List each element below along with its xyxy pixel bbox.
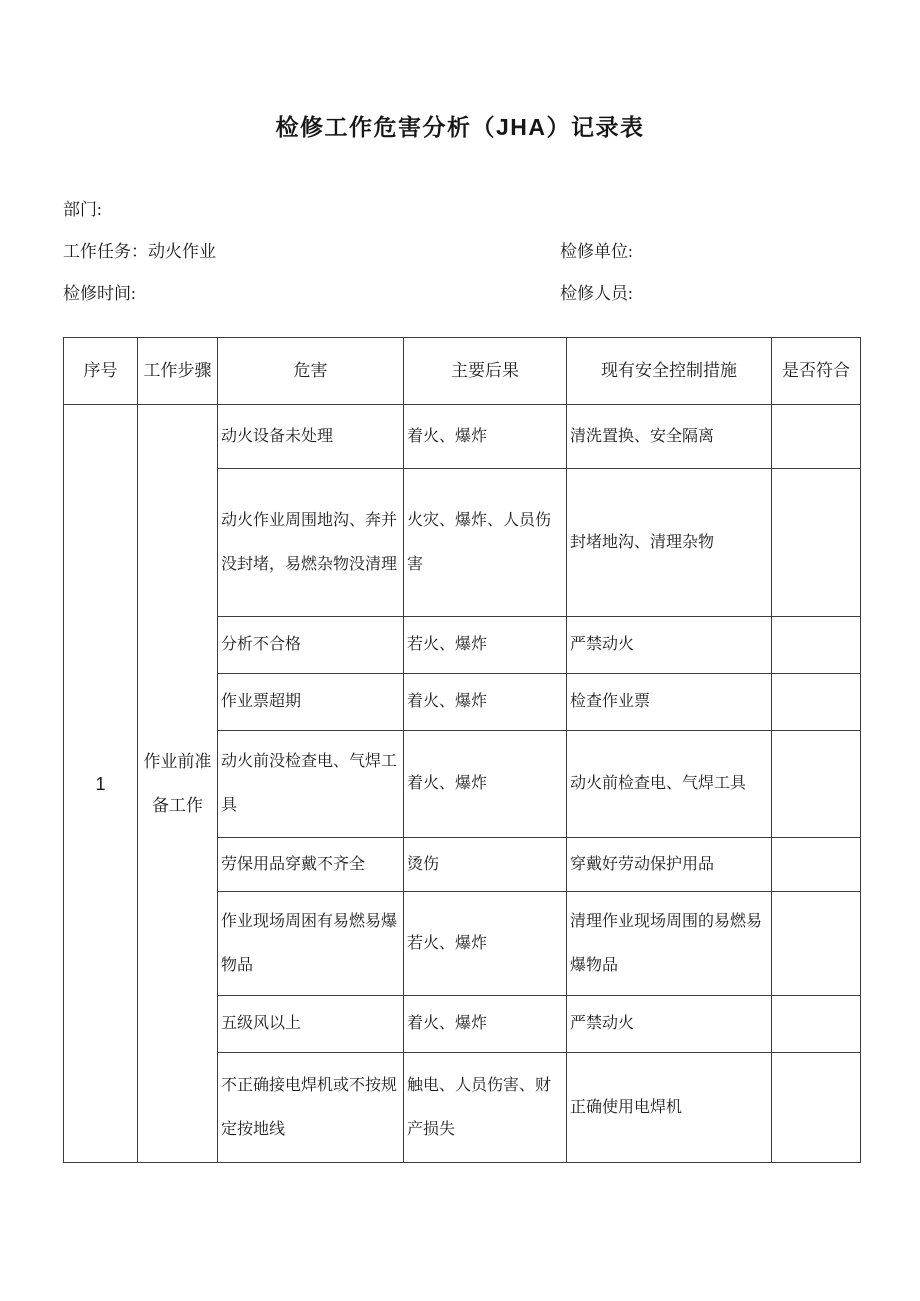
consequence-cell: 烫伤 <box>404 838 567 892</box>
field-work-task: 工作任务：动火作业 <box>63 242 216 261</box>
header-row <box>64 338 861 405</box>
col-header-consequence: 主要后果 <box>404 338 567 405</box>
hazard-cell: 分析不合格 <box>218 617 404 674</box>
jha-table <box>63 337 861 1163</box>
consequence-cell: 着火、爆炸 <box>404 405 567 469</box>
consequence-cell: 触电、人员伤害、财产损失 <box>404 1053 567 1163</box>
consequence-cell: 着火、爆炸 <box>404 674 567 731</box>
control-cell: 严禁动火 <box>567 996 772 1053</box>
table-row <box>64 405 861 469</box>
control-cell: 动火前检查电、气焊工具 <box>567 731 772 838</box>
compliance-cell <box>772 996 861 1053</box>
consequence-cell: 着火、爆炸 <box>404 731 567 838</box>
field-maintenance-time: 检修时间: <box>63 284 136 303</box>
compliance-cell <box>772 838 861 892</box>
compliance-cell <box>772 469 861 617</box>
consequence-cell: 着火、爆炸 <box>404 996 567 1053</box>
compliance-cell <box>772 892 861 996</box>
control-cell: 清理作业现场周围的易燃易爆物品 <box>567 892 772 996</box>
field-maintenance-unit: 检修单位: <box>560 242 633 261</box>
consequence-cell: 若火、爆炸 <box>404 892 567 996</box>
col-header-seq: 序号 <box>64 338 138 405</box>
control-cell: 清洗置换、安全隔离 <box>567 405 772 469</box>
control-cell: 封堵地沟、清理杂物 <box>567 469 772 617</box>
compliance-cell <box>772 617 861 674</box>
compliance-cell <box>772 1053 861 1163</box>
hazard-cell: 五级风以上 <box>218 996 404 1053</box>
consequence-cell: 若火、爆炸 <box>404 617 567 674</box>
field-maintenance-personnel: 检修人员: <box>560 284 633 303</box>
field-department: 部门: <box>63 200 102 219</box>
hazard-cell: 作业现场周困有易燃易爆物品 <box>218 892 404 996</box>
hazard-cell: 劳保用品穿戴不齐全 <box>218 838 404 892</box>
col-header-compliant: 是否符合 <box>772 338 861 405</box>
col-header-hazard: 危害 <box>218 338 404 405</box>
hazard-cell: 作业票超期 <box>218 674 404 731</box>
compliance-cell <box>772 674 861 731</box>
compliance-cell <box>772 731 861 838</box>
control-cell: 穿戴好劳动保护用品 <box>567 838 772 892</box>
compliance-cell <box>772 405 861 469</box>
control-cell: 严禁动火 <box>567 617 772 674</box>
page-title: 检修工作危害分析（JHA）记录表 <box>275 114 645 140</box>
hazard-cell: 不正确接电焊机或不按规定按地线 <box>218 1053 404 1163</box>
control-cell: 正确使用电焊机 <box>567 1053 772 1163</box>
col-header-step: 工作步骤 <box>138 338 218 405</box>
hazard-cell: 动火作业周围地沟、奔并没封堵，易燃杂物没清理 <box>218 469 404 617</box>
consequence-cell: 火灾、爆炸、人员伤害 <box>404 469 567 617</box>
step-cell: 作业前准备工作 <box>138 405 218 1163</box>
hazard-cell: 动火前没检查电、气焊工具 <box>218 731 404 838</box>
hazard-cell: 动火设备未处理 <box>218 405 404 469</box>
control-cell: 检查作业票 <box>567 674 772 731</box>
col-header-control: 现有安全控制措施 <box>567 338 772 405</box>
seq-cell: 1 <box>64 405 138 1163</box>
